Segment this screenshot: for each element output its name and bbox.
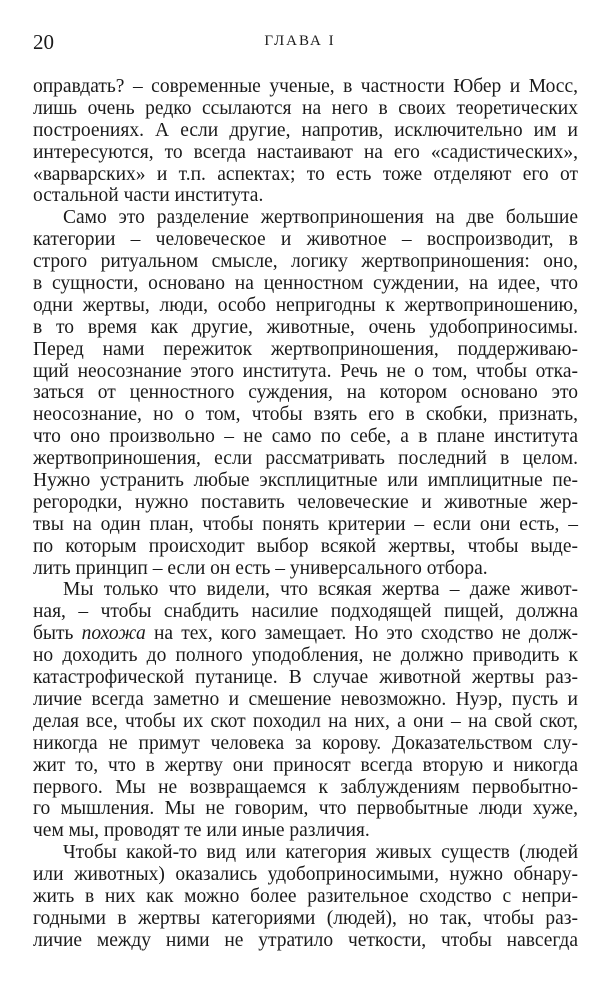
text-line: построениях. А если другие, напротив, исключительно им и <box>33 119 578 141</box>
text-segment: быть <box>33 623 82 645</box>
paragraph <box>33 207 578 579</box>
text-line: интересуются, то всегда настаивают на его «садистических», <box>33 141 578 163</box>
paragraph <box>33 842 578 951</box>
text-line: регородки, нужно поставить человеческие и животные жер- <box>33 491 578 513</box>
text-line: в сущности, основано на ценностном суждении, на идее, что <box>33 273 578 295</box>
text-line: заться от ценностного суждения, на котором основано это <box>33 382 578 404</box>
text-line: Мы только что видели, что всякая жертва – даже живот- <box>63 579 578 601</box>
text-line: жертвоприношения, если рассматривать последний в целом. <box>33 448 578 470</box>
text-line: жить в них как можно более разительное сходство с непри- <box>33 885 578 907</box>
text-line: делая все, чтобы их скот походил на них, а они – на свой скот, <box>33 710 578 732</box>
text-line: по которым происходит выбор всякой жертвы, чтобы выде- <box>33 535 578 557</box>
text-line: твы на один план, чтобы понять критерии – если они есть, – <box>33 513 578 535</box>
text-line: щий неосознание этого института. Речь не о том, чтобы отка- <box>33 360 578 382</box>
running-title: ГЛАВА I <box>264 33 336 49</box>
text-line: го мышления. Мы не говорим, что первобытные люди хуже, <box>33 798 578 820</box>
page-body <box>33 76 578 952</box>
page-number: 20 <box>33 30 54 54</box>
text-line: годными в жертвы категориями (людей), но так, чтобы раз- <box>33 907 578 929</box>
text-line: Нужно устранить любые эксплицитные или имплицитные пе- <box>33 470 578 492</box>
text-line: катастрофической путанице. В случае животной жертвы раз- <box>33 667 578 689</box>
text-line: одни жертвы, люди, особо непригодны к жертвоприношению, <box>33 294 578 316</box>
italic-emphasis: похожа <box>81 623 146 645</box>
text-line: жит то, что в жертву они приносят всегда вторую и никогда <box>33 754 578 776</box>
text-line: в то время как другие, животные, очень удобоприносимы. <box>33 316 578 338</box>
text-line: лить принцип – если он есть – универсального отбора. <box>33 557 488 579</box>
text-line: но доходить до полного уподобления, не должно приводить к <box>33 645 578 667</box>
text-line <box>33 623 578 645</box>
text-line: что оно произвольно – не само по себе, а в плане института <box>33 426 578 448</box>
text-line: остальной части института. <box>33 185 264 207</box>
text-segment: на тех, кого замещает. Но это сходство не долж- <box>145 623 578 645</box>
text-line: «варварских» и т.п. аспектах; то есть тоже отделяют его от <box>33 163 578 185</box>
text-line: личие всегда заметно и смешение невозможно. Нуэр, пусть и <box>33 688 578 710</box>
text-line: Само это разделение жертвоприношения на две большие <box>63 207 578 229</box>
text-line: или животных) оказались удобоприносимыми, нужно обнару- <box>33 864 578 886</box>
text-line: первого. Мы не возвращаемся к заблуждениям первобытно- <box>33 776 578 798</box>
paragraph <box>33 579 578 842</box>
text-line: оправдать? – современные ученые, в частности Юбер и Мосс, <box>33 76 578 97</box>
text-line: ная, – чтобы снабдить насилие подходящей пищей, должна <box>33 601 578 623</box>
text-line: никогда не примут человека за корову. Доказательством слу- <box>33 732 578 754</box>
text-line: строго ритуальном смысле, логику жертвоприношения: оно, <box>33 251 578 273</box>
text-line: личие между ними не утратило четкости, чтобы навсегда <box>33 929 578 951</box>
text-line: лишь очень редко ссылаются на него в своих теоретических <box>33 97 578 119</box>
text-line: чем мы, проводят те или иные различия. <box>33 820 370 842</box>
paragraph <box>33 76 578 207</box>
text-line: Чтобы какой-то вид или категория живых существ (людей <box>63 842 578 864</box>
text-line: Перед нами пережиток жертвоприношения, поддерживаю- <box>33 338 578 360</box>
text-line: неосознание, но о том, чтобы взять его в скобки, признать, <box>33 404 578 426</box>
text-line: категории – человеческое и животное – воспроизводит, в <box>33 229 578 251</box>
